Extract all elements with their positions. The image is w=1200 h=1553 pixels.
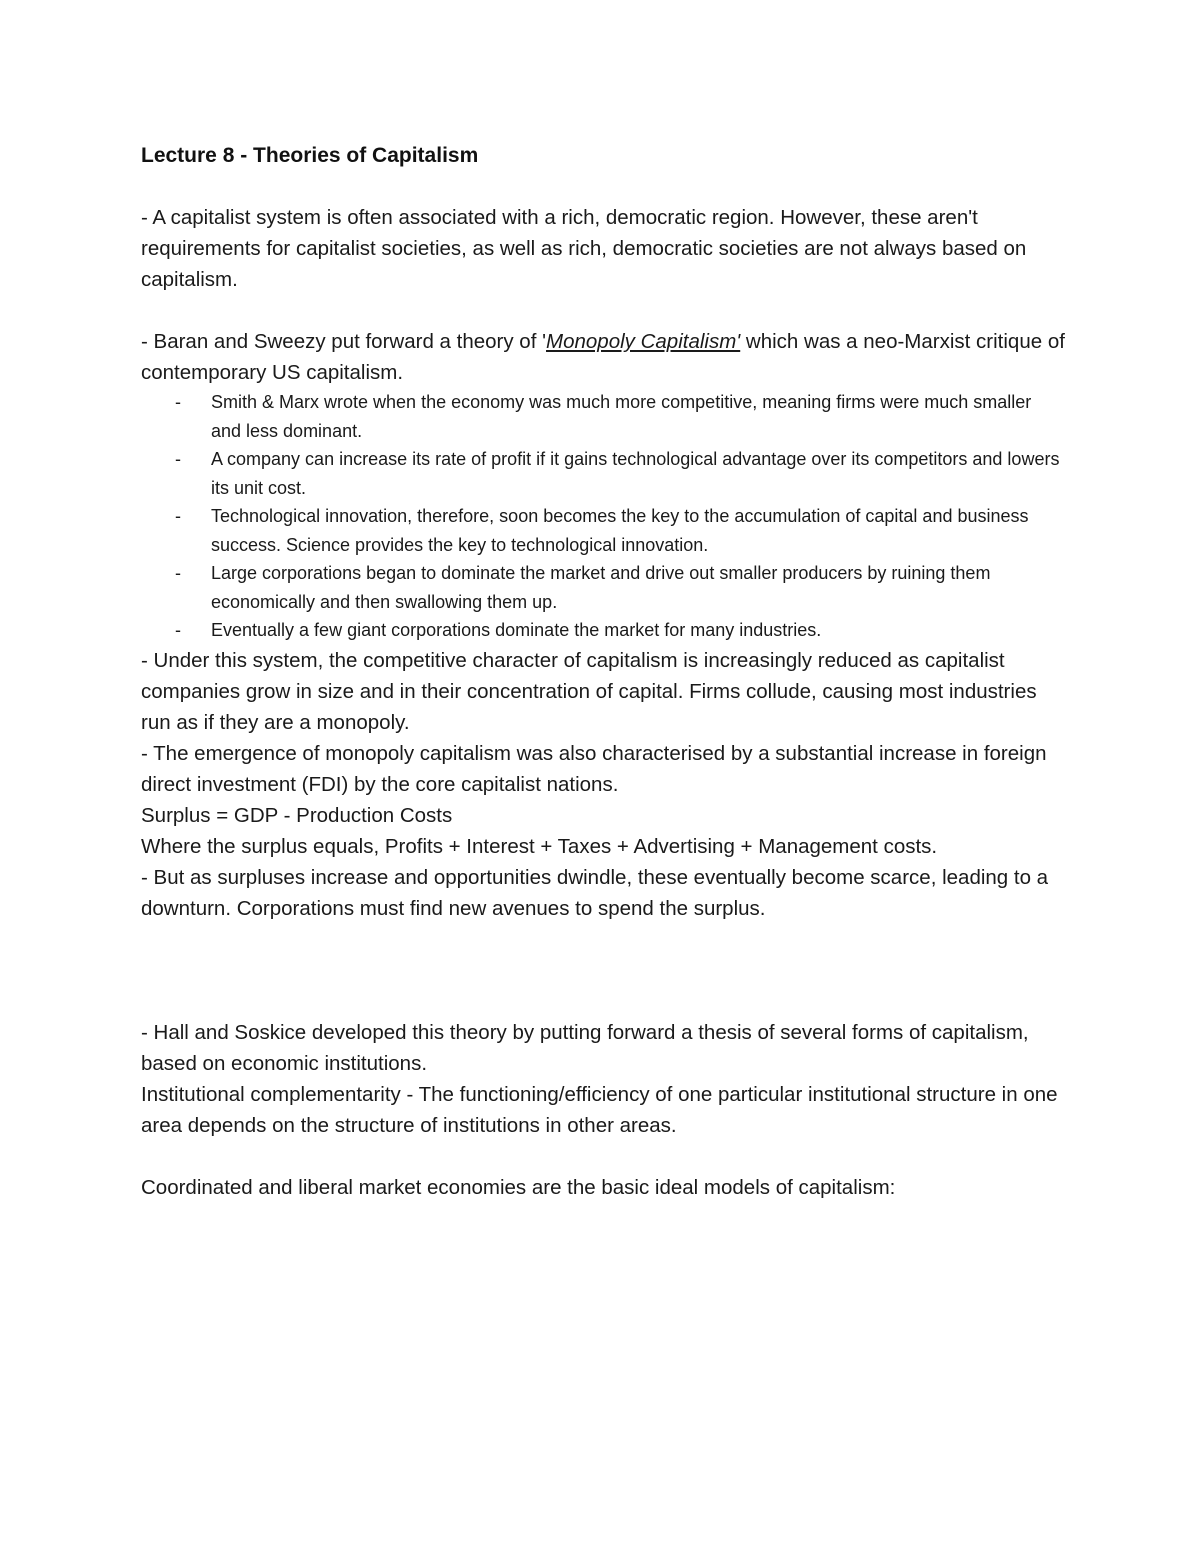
document-body xyxy=(141,140,1071,1203)
list-item xyxy=(141,502,1061,559)
list-item-text: Large corporations began to dominate the market and drive out smaller producers by ruining them economically and then swallowing them up. xyxy=(211,563,991,612)
hall-soskice-paragraph: - Hall and Soskice developed this theory by putting forward a thesis of several forms of capitalism, based on economic institutions. xyxy=(141,1020,1029,1075)
market-economies-paragraph: Coordinated and liberal market economies are the basic ideal models of capitalism: xyxy=(141,1175,896,1199)
spacer xyxy=(141,295,1071,326)
list-item-text: Smith & Marx wrote when the economy was much more competitive, meaning firms were much smaller and less dominant. xyxy=(211,392,1032,441)
bullet-dash: - xyxy=(175,449,181,469)
spacer xyxy=(141,924,1071,1017)
intro-paragraph: - A capitalist system is often associated with a rich, democratic region. However, these aren't requirements for capitalist societies, as well as rich, democratic societies are not always based on capitalism. xyxy=(141,206,1027,291)
surplus-formula: Surplus = GDP - Production Costs xyxy=(141,803,453,827)
monopoly-capitalism-paragraph xyxy=(141,326,1071,388)
bullet-dash: - xyxy=(175,506,181,526)
list-item xyxy=(141,559,1061,616)
fdi-paragraph: - The emergence of monopoly capitalism was also characterised by a substantial increase in foreign direct investment (FDI) by the core capitalist nations. xyxy=(141,741,1047,796)
surplus-definition: Where the surplus equals, Profits + Interest + Taxes + Advertising + Management costs. xyxy=(141,834,938,858)
list-item xyxy=(141,445,1061,502)
paragraph-text-start: - Baran and Sweezy put forward a theory of ' xyxy=(141,330,547,353)
bullet-dash: - xyxy=(175,563,181,583)
list-item xyxy=(141,388,1061,445)
list-item-text: Technological innovation, therefore, soon becomes the key to the accumulation of capital and business success. Science provides the key to technological innovation. xyxy=(211,506,1029,555)
list-item xyxy=(141,616,1061,645)
bullet-list xyxy=(141,388,1071,645)
bullet-dash: - xyxy=(175,392,181,412)
bullet-dash: - xyxy=(175,620,181,640)
surplus-downturn-paragraph: - But as surpluses increase and opportunities dwindle, these eventually become scarce, leading to a downturn. Corporations must find new avenues to spend the surplus. xyxy=(141,865,1049,920)
monopoly-capitalism-term: Monopoly Capitalism' xyxy=(546,330,741,353)
spacer xyxy=(141,1141,1071,1172)
lecture-title: Lecture 8 - Theories of Capitalism xyxy=(141,144,479,167)
list-item-text: A company can increase its rate of profit if it gains technological advantage over its competitors and lowers its unit cost. xyxy=(211,449,1060,498)
list-item-text: Eventually a few giant corporations dominate the market for many industries. xyxy=(211,620,822,640)
institutional-complementarity-paragraph: Institutional complementarity - The functioning/efficiency of one particular institutional structure in one area depends on the structure of institutions in other areas. xyxy=(141,1082,1058,1137)
competition-paragraph: - Under this system, the competitive character of capitalism is increasingly reduced as capitalist companies grow in size and in their concentration of capital. Firms collude, causing most industries run as if they are a monopoly. xyxy=(141,648,1037,734)
paragraph-text-end: which was a neo-Marxist critique of contemporary US capitalism. xyxy=(141,330,1065,384)
